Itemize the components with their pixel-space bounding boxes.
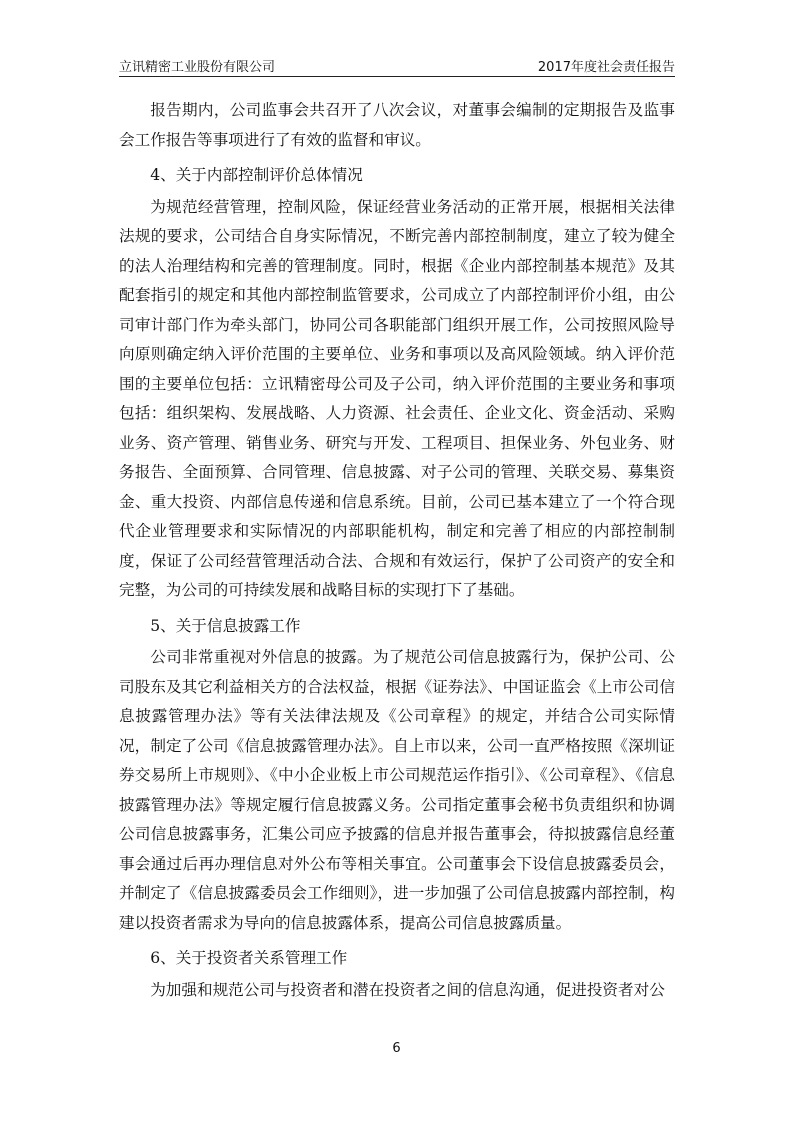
page-number: 6 xyxy=(392,1041,401,1056)
paragraph-information-disclosure: 公司非常重视对外信息的披露。为了规范公司信息披露行为，保护公司、公司股东及其它利益相关方的合法权益，根据《证券法》、中国证监会《上市公司信息披露管理办法》等有关法律法规及《公司章程》的规定，并结合公司实际情况，制定了公司《信息披露管理办法》。自上市以来，公司一直严格按照《深圳证券交易所上市规则》、《中小企业板上市公司规范运作指引》、《公司章程》、《信息披露管理办法》等规定履行信息披露义务。公司指定董事会秘书负责组织和协调公司信息披露事务，汇集公司应予披露的信息并报告董事会，待拟披露信息经董事会通过后再办理信息对外公布等相关事宜。公司董事会下设信息披露委员会，并制定了《信息披露委员会工作细则》，进一步加强了公司信息披露内部控制，构建以投资者需求为导向的信息披露体系，提高公司信息披露质量。 xyxy=(119,648,675,932)
section-heading-investor-relations: 6、关于投资者关系管理工作 xyxy=(150,949,348,967)
page-header xyxy=(119,54,675,76)
paragraph-investor-relations: 为加强和规范公司与投资者和潜在投资者之间的信息沟通，促进投资者对公 xyxy=(150,980,665,999)
section-heading-information-disclosure: 5、关于信息披露工作 xyxy=(150,616,301,635)
section-heading-internal-control: 4、关于内部控制评价总体情况 xyxy=(150,166,363,184)
paragraph-supervisory-board: 报告期内，公司监事会共召开了八次会议，对董事会编制的定期报告及监事会工作报告等事项进行了有效的监督和审议。 xyxy=(119,101,675,149)
header-company-name: 立讯精密工业股份有限公司 xyxy=(119,60,276,75)
header-report-title: 2017年度社会责任报告 xyxy=(537,60,675,75)
paragraph-internal-control: 为规范经营管理，控制风险，保证经营业务活动的正常开展，根据相关法律法规的要求，公司结合自身实际情况，不断完善内部控制制度，建立了较为健全的法人治理结构和完善的管理制度。同时，根据《企业内部控制基本规范》及其配套指引的规定和其他内部控制监管要求，公司成立了内部控制评价小组，由公司审计部门作为牵头部门，协同公司各职能部门组织开展工作，公司按照风险导向原则确定纳入评价范围的主要单位、业务和事项以及高风险领域。纳入评价范围的主要单位包括：立讯精密母公司及子公司，纳入评价范围的主要业务和事项包括：组织架构、发展战略、人力资源、社会责任、企业文化、资金活动、采购业务、资产管理、销售业务、研究与开发、工程项目、担保业务、外包业务、财务报告、全面预算、合同管理、信息披露、对子公司的管理、关联交易、募集资金、重大投资、内部信息传递和信息系统。目前，公司已基本建立了一个符合现代企业管理要求和实际情况的内部职能机构，制定和完善了相应的内部控制制度，保证了公司经营管理活动合法、合规和有效运行，保护了公司资产的安全和完整，为公司的可持续发展和战略目标的实现打下了基础。 xyxy=(119,197,675,599)
document-body xyxy=(119,96,675,1005)
header-divider xyxy=(119,76,675,77)
